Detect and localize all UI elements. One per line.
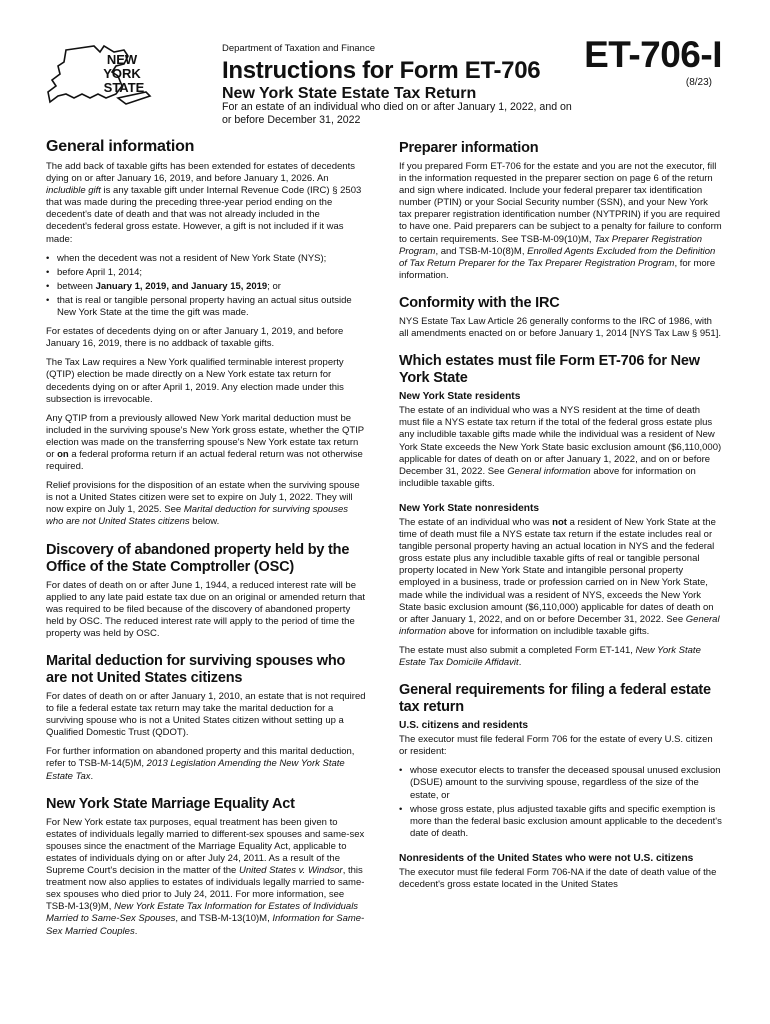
text-run: The estate of an individual who was [399,516,553,528]
text-run: a resident of New York State at the time of death must file a NYS estate tax return if the estate includes real or tangible personal property having an actual location in NYS and the federal gross estate plus any includible taxable gifts of real or tangible personal property located in New York State and intangible personal property employed in a business, trade or profession carried on in New York State, made while the individual was a resident of NYS, exceeds the New York State basic exclusion amount ($6,110,000) applicable for dates of death on or after January 1, 2022, and on or before December 31, 2022. See [399,516,716,625]
text-run: between [57,280,96,292]
marriage-equality-paragraph [46,817,366,938]
text-run-italic: New York State Estate Tax Domicile Affidavit [399,644,701,668]
marital-paragraph-2 [46,746,366,782]
general-paragraph-4 [46,413,366,473]
marital-paragraph-1: For dates of death on or after January 1, 2010, an estate that is not required to file a federal estate tax return may take the marital deduction for a surviving spouse who is not a United States citizen without setting up a Qualified Domestic Trust (QDOT). [46,691,366,739]
discovery-heading: Discovery of abandoned property held by the Office of the State Comptroller (OSC) [46,541,350,575]
residents-paragraph [399,405,723,490]
which-estates-heading: Which estates must file Form ET-706 for New York State [399,353,700,387]
text-run: below. [189,516,220,528]
text-run: above for information on includible taxable gifts. [399,465,696,489]
text-run: For New York estate tax purposes, equal treatment has been given to estates of individuals legally married to different-sex spouses and same-sex spouses since the enactment of the Marriage Equality Act, applicable to estates of individuals dying on or after July 24, 2011. As a result of the Supreme Court's decision in the matter of the [46,816,365,877]
nonresident-aliens-paragraph: The executor must file federal Form 706-NA if the date of death value of the decedent's gross estate located in the United States [399,867,717,891]
form-number: ET-706-I [584,34,722,75]
general-paragraph-5 [46,480,366,528]
text-run: The estate must also submit a completed Form ET-141, [399,644,636,656]
text-run-italic: Marital deduction for surviving spouses who are not United States citizens [46,504,349,528]
text-run: The add back of taxable gifts has been extended for estates of decedents dying on or after January 16, 2019, and before January 1, 2026. An [46,161,355,185]
text-run-italic: 2013 Legislation Amending the New York State Estate Tax [46,758,345,782]
text-run: . [518,657,522,668]
text-run-bold: not [552,516,567,528]
general-paragraph-2: For estates of decedents dying on or after January 1, 2019, and before January 16, 2019, there is no addback of taxable gifts. [46,326,344,350]
text-run-italic: New York Estate Tax Information for Estates of Individuals Married to Same-Sex Spouses [46,901,359,925]
text-run: For further information on abandoned property and this marital deduction, refer to TSB-M-14(5)M, [46,746,355,770]
text-run: , for more information. [399,257,716,281]
marriage-equality-heading: New York State Marriage Equality Act [46,795,295,812]
new-york-state-logo [46,42,158,110]
preparer-paragraph [399,161,723,282]
text-run-italic: Enrolled Agents Excluded from the Definition of Tax Return Preparer for the Tax Preparer Registration Program [399,245,716,269]
text-run-italic: Tax Preparer Registration Program [399,233,703,257]
applicability-note: For an estate of an individual who died on or after January 1, 2022, and on or before December 31, 2022 [222,101,572,126]
text-run: . [90,770,94,782]
irc-heading: Conformity with the IRC [399,294,560,311]
text-run-italic: General information [399,613,720,637]
text-run: . [134,925,138,937]
text-run: If you prepared Form ET-706 for the estate and you are not the executor, fill in the information requested in the preparer section on page 6 of the return and sign where indicated. Include your federal preparer tax identification number (PTIN) or your Social Security number (SSN), and your New York tax preparer registration identification number (NYTPRIN) if you are required to have one. Paid preparers can be subject to a penalty for failure to conform to certain requirements. See TSB-M-09(10)M, [399,161,722,245]
page-title: Instructions for Form ET-706 [222,57,541,84]
us-citizens-subheading: U.S. citizens and residents [399,720,529,732]
text-run-bold: January 1, 2019, and January 15, 2019 [95,280,268,292]
discovery-paragraph: For dates of death on or after June 1, 1944, a reduced interest rate will be applied to any late paid estate tax due on an original or amended return that was required to be filed because of the discovery of abandoned property held by OSC. The reduced interest rate will apply to the period of time the property was held by OSC. [46,579,365,639]
list-item: • that is real or tangible personal property having an actual situs outside New York State at the time the gift was made. [46,295,366,319]
text-run: a federal proforma return if an actual federal return was not otherwise required. [46,448,363,473]
nonresidents-paragraph-2 [399,645,723,669]
list-item: • before April 1, 2014; [46,267,366,279]
list-item [46,281,366,293]
marital-deduction-heading: Marital deduction for surviving spouses who are not United States citizens [46,653,346,686]
text-run: Any QTIP from a previously allowed New York marital deduction must be included in the surviving spouse's New York gross estate, whether the QTIP election was made on the transferring spouse's New York estate tax return or [46,412,364,460]
text-run: , and TSB-M-13(10)M, [175,913,273,925]
us-citizens-paragraph: The executor must file federal Form 706 for the estate of every U.S. citizen or resident: [399,734,713,758]
residents-subheading: New York State residents [399,391,521,403]
nonresidents-paragraph-1 [399,517,723,638]
text-run: , and TSB-M-10(8)M, [435,245,528,257]
irc-paragraph: NYS Estate Tax Law Article 26 generally conforms to the IRC of 1986, with all amendments enacted on or before January 1, 2014 [NYS Tax Law § 951]. [399,315,721,340]
right-column [399,140,723,898]
department-name: Department of Taxation and Finance [222,43,375,54]
revision-date: (8/23) [685,77,712,88]
general-paragraph-1 [46,161,366,246]
us-citizens-list [399,765,723,840]
list-item: • whose executor elects to transfer the deceased spousal unused exclusion (DSUE) amount to the surviving spouse, regardless of the size of the estate, or [399,765,723,801]
text-run: , this treatment now also applies to estates of individuals legally married to same-sex spouses who died prior to July 24, 2011. For more information, see TSB-M-13(9)M, [46,865,365,913]
text-run-italic: General information [507,465,591,477]
list-item: • when the decedent was not a resident of New York State (NYS); [46,253,366,265]
list-item: • whose gross estate, plus adjusted taxable gifts and specific exemption is more than the federal basic exclusion amount applicable to the decedent's date of death. [399,804,723,840]
gift-exclusion-list [46,253,366,319]
text-run-bold: on [57,448,69,460]
text-run: above for information on includible taxable gifts. [446,625,650,637]
preparer-heading: Preparer information [399,140,539,156]
left-column [46,138,366,945]
general-information-heading: General information [46,138,195,155]
text-run: The estate of an individual who was a NYS resident at the time of death must file a NYS estate tax return if the total of the federal gross estate plus any includible taxable gifts made while the individual was a resident of New York State exceeds the New York State basic exclusion amount ($6,110,000) applicable for dates of death on or after January 1, 2022, and on or before December 31, 2022. See [399,405,722,477]
logo-text-state: STATE [103,80,145,95]
nonresidents-subheading: New York State nonresidents [399,502,540,514]
text-run-italic: includible gift [46,185,101,197]
text-run-italic: United States v. Windsor [238,865,343,877]
logo-text-new: NEW [106,52,138,67]
federal-requirements-heading: General requirements for filing a federal estate tax return [399,682,711,716]
nonresident-aliens-subheading: Nonresidents of the United States who were not U.S. citizens [399,852,694,864]
text-run: Relief provisions for the disposition of an estate when the surviving spouse is not a United States citizen were set to expire on July 1, 2022. They will now expire on July 1, 2025. See [46,480,360,516]
text-run: ; or [267,280,281,292]
logo-text-york: YORK [103,66,141,81]
text-run-italic: Information for Same-Sex Married Couples [46,913,365,937]
general-paragraph-3: The Tax Law requires a New York qualified terminable interest property (QTIP) election be made directly on a New York estate tax return for decedents dying on or after April 1, 2019. Any election made under this subsection is irrevocable. [46,357,344,405]
text-run: is any taxable gift under Internal Revenue Code (IRC) § 2503 that was made during the preceding three-year period ending on the decedent's date of death and that was not already included in the decedent's federal gross estate. However, a gift is not included if it was made: [46,185,362,245]
page-subtitle: New York State Estate Tax Return [222,85,477,102]
